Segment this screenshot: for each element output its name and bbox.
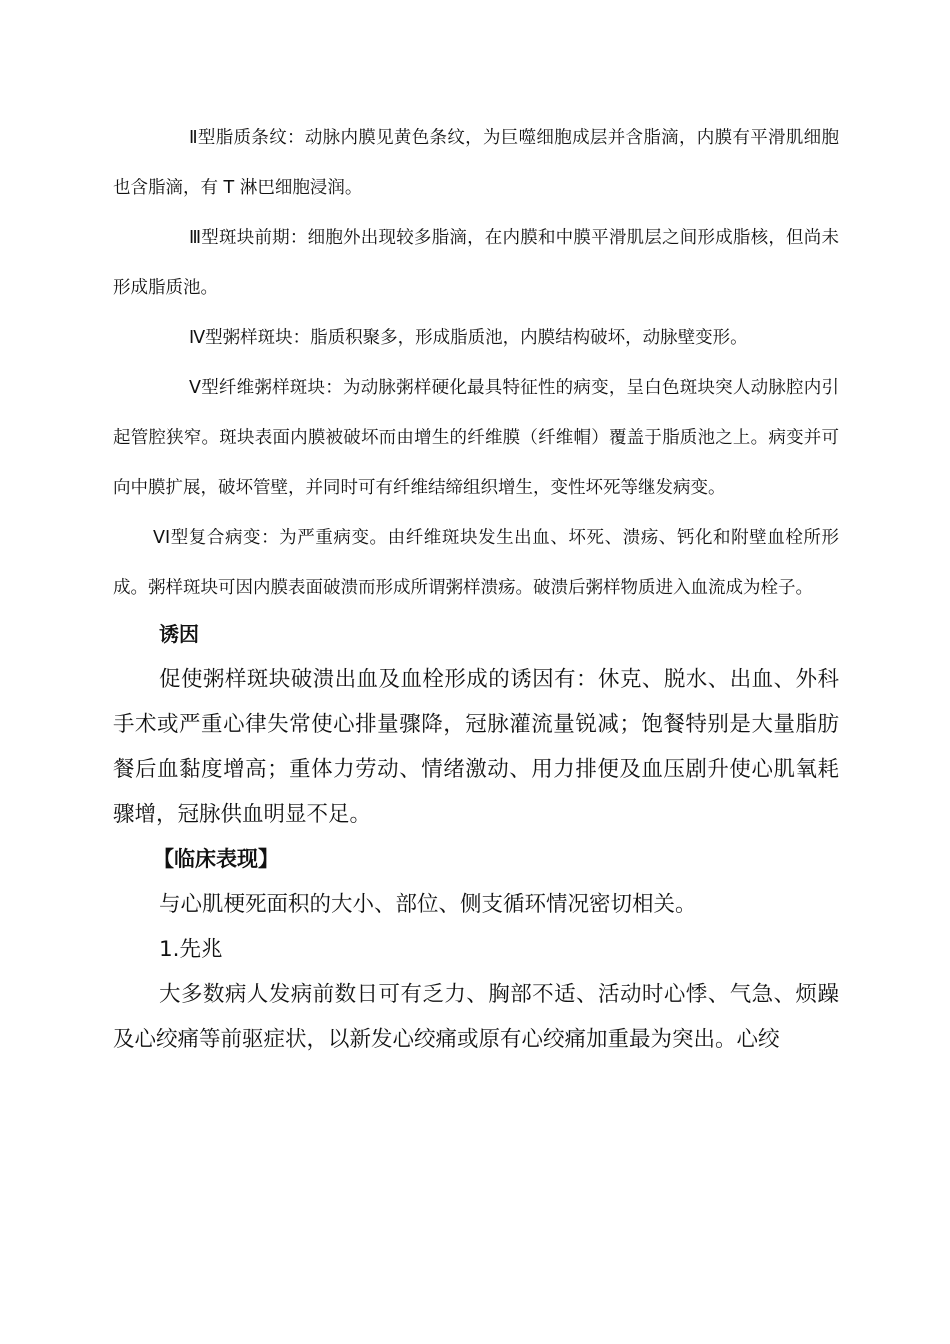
paragraph-type-v: Ⅴ型纤维粥样斑块：为动脉粥样硬化最具特征性的病变，呈白色斑块突人动脉腔内引起管腔狭窄。斑块表面内膜被破坏而由增生的纤维膜（纤维帽）覆盖于脂质池之上。病变并可向中膜扩展，破坏管壁，并同时可有纤维结缔组织增生，变性坏死等继发病变。 (113, 378, 839, 498)
document-body (113, 113, 839, 1062)
heading-triggers: 诱因 (159, 622, 199, 646)
paragraph-item-1: 大多数病人发病前数日可有乏力、胸部不适、活动时心悸、气急、烦躁及心绞痛等前驱症状，以新发心绞痛或原有心绞痛加重最为突出。心绞 (113, 982, 839, 1052)
paragraph-type-iii: Ⅲ型斑块前期：细胞外出现较多脂滴，在内膜和中膜平滑肌层之间形成脂核，但尚未形成脂质池。 (113, 228, 839, 298)
paragraph-type-iv: Ⅳ型粥样斑块：脂质积聚多，形成脂质池，内膜结构破坏，动脉壁变形。 (189, 328, 748, 348)
heading-item-1: 1.先兆 (159, 937, 223, 962)
paragraph-clinical-intro: 与心肌梗死面积的大小、部位、侧支循环情况密切相关。 (159, 892, 697, 917)
paragraph-type-vi: VI型复合病变：为严重病变。由纤维斑块发生出血、坏死、溃疡、钙化和附壁血栓所形成。粥样斑块可因内膜表面破溃而形成所谓粥样溃疡。破溃后粥样物质进入血流成为栓子。 (113, 528, 839, 598)
paragraph-triggers: 促使粥样斑块破溃出血及血栓形成的诱因有：休克、脱水、出血、外科手术或严重心律失常使心排量骤降，冠脉灌流量锐减；饱餐特别是大量脂肪餐后血黏度增高；重体力劳动、情绪激动、用力排便及血压剧升使心肌氧耗骤增，冠脉供血明显不足。 (113, 667, 839, 827)
paragraph-type-ii: Ⅱ型脂质条纹：动脉内膜见黄色条纹，为巨噬细胞成层并含脂滴，内膜有平滑肌细胞也含脂滴，有 T 淋巴细胞浸润。 (113, 128, 839, 198)
heading-clinical: 【临床表现】 (153, 847, 279, 871)
